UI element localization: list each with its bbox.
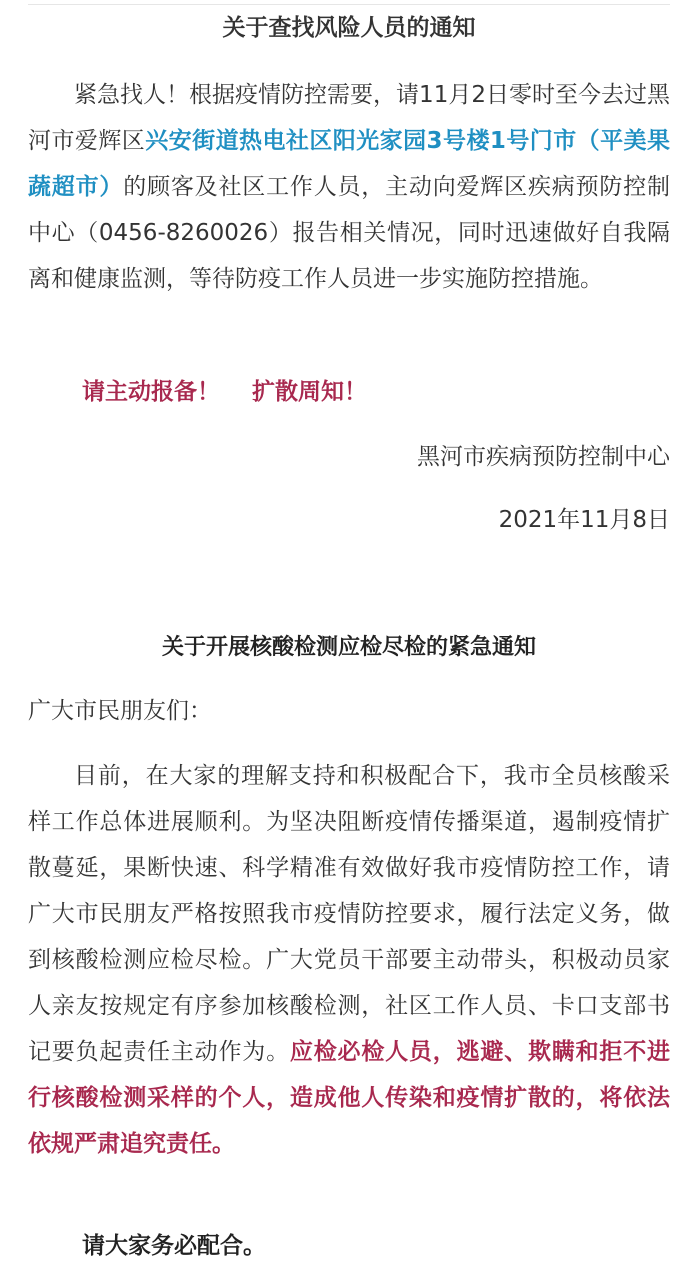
notice1-appeal: 请主动报备！ 扩散周知！ <box>82 379 368 405</box>
notice1-paragraph-start: 紧急找人！根据疫情防控需要，请11月2日零时至今去过黑河市爱辉区 <box>28 82 670 154</box>
notice2-paragraph <box>28 753 670 1167</box>
notice2-paragraph-start: 目前，在大家的理解支持和积极配合下，我市全员核酸采样工作总体进展顺利。为坚决阻断疫情传播渠道，遏制疫情扩散蔓延，果断快速、科学精准有效做好我市疫情防控工作，请广大市民朋友严格按照我市疫情防控要求，履行法定义务，做到核酸检测应检尽检。广大党员干部要主动带头，积极动员家人亲友按规定有序参加核酸检测，社区工作人员、卡口支部书记要负起责任主动作为。 <box>28 763 670 1065</box>
notice2-greeting: 广大市民朋友们： <box>28 698 212 724</box>
notice1-paragraph-end: 的顾客及社区工作人员，主动向爱辉区疾病预防控制中心（0456-8260026）报告相关情况，同时迅速做好自我隔离和健康监测，等待防疫工作人员进一步实施防控措施。 <box>28 174 671 292</box>
notice1-paragraph <box>28 72 670 302</box>
notice2-title: 关于开展核酸检测应检尽检的紧急通知 <box>161 635 536 660</box>
section-gap <box>0 560 698 624</box>
notice2-closing: 请大家务必配合。 <box>82 1233 266 1259</box>
notice1-signer: 黑河市疾病预防控制中心 <box>417 444 670 470</box>
notice1-location-link[interactable]: 兴安街道热电社区阳光家园3号楼1号门市（平美果蔬超市） <box>28 128 671 200</box>
notice1-date: 2021年11月8日 <box>498 507 670 533</box>
notice2-warning-text: 应检必检人员，逃避、欺瞒和拒不进行核酸检测采样的个人，造成他人传染和疫情扩散的，将依法依规严肃追究责任。 <box>28 1039 671 1157</box>
notice1-title: 关于查找风险人员的通知 <box>222 15 476 41</box>
top-divider <box>28 4 670 5</box>
